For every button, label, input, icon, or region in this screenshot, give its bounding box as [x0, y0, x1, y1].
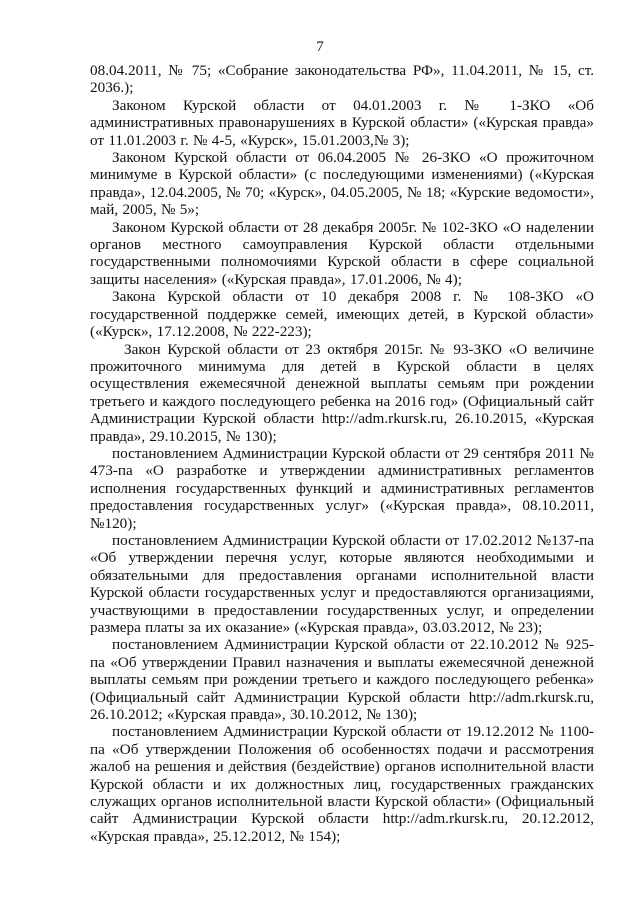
paragraph-resolution-137: постановлением Администрации Курской области от 17.02.2012 №137-па «Об утверждении перечня услуг, которые являются необходимыми и обязательными для предоставления органами исполнительной власти Курской области государственных услуг и предоставляются организациями, участвующими в предоставлении государственных услуг, и определении размера платы за их оказание» («Курская правда», 03.03.2012, № 23); — [90, 531, 594, 636]
paragraph-law-108-zko: Закона Курской области от 10 декабря 2008 г. № 108-ЗКО «О государственной поддержке семей, имеющих детей, в Курской области» («Курск», 17.12.2008, № 222-223); — [90, 288, 594, 341]
paragraph-resolution-925: постановлением Администрации Курской области от 22.10.2012 № 925-па «Об утверждении Правил назначения и выплаты ежемесячной денежной выплаты семьям при рождении третьего и каждого последующего ребенка» (Официальный сайт Администрации Курской области http://adm.rkursk.ru, 26.10.2012; «Курская правда», 30.10.2012, № 130); — [90, 636, 594, 724]
paragraph-law-93-zko: Закон Курской области от 23 октября 2015г. № 93-ЗКО «О величине прожиточного минимума для детей в Курской области в целях осуществления ежемесячной денежной выплаты семьям при рождении третьего и каждого последующего ребенка на 2016 год» (Официальный сайт Администрации Курской области http://adm.rkursk.ru, 26.10.2015, «Курская правда», 29.10.2015, № 130); — [90, 340, 594, 445]
document-body — [90, 62, 594, 845]
paragraph-resolution-473: постановлением Администрации Курской области от 29 сентября 2011 № 473-па «О разработке и утверждении административных регламентов исполнения государственных функций и административных регламентов предоставления государственных услуг» («Курская правда», 08.10.2011, №120); — [90, 444, 594, 532]
paragraph-law-102-zko: Законом Курской области от 28 декабря 2005г. № 102-ЗКО «О наделении органов местного самоуправления Курской области отдельными государственными полномочиями Курской области в сфере социальной защиты населения» («Курская правда», 17.01.2006, № 4); — [90, 218, 594, 288]
page-number: 7 — [316, 39, 324, 55]
paragraph-law-26-zko: Законом Курской области от 06.04.2005 № 26-ЗКО «О прожиточном минимуме в Курской области» (с последующими изменениями) («Курская правда», 12.04.2005, № 70; «Курск», 04.05.2005, № 18; «Курские ведомости», май, 2005, № 5»; — [90, 149, 594, 219]
paragraph-continuation: 08.04.2011, № 75; «Собрание законодательства РФ», 11.04.2011, № 15, ст. 2036.); — [90, 62, 594, 97]
paragraph-resolution-1100: постановлением Администрации Курской области от 19.12.2012 № 1100-па «Об утверждении Положения об особенностях подачи и рассмотрения жалоб на решения и действия (бездействие) органов исполнительной власти Курской области и их должностных лиц, государственных гражданских служащих органов исполнительной власти Курской области» (Официальный сайт Администрации Курской области http://adm.rkursk.ru, 20.12.2012, «Курская правда», 25.12.2012, № 154); — [90, 723, 594, 845]
paragraph-law-1-zko: Законом Курской области от 04.01.2003 г. № 1-ЗКО «Об административных правонарушениях в Курской области» («Курская правда» от 11.01.2003 г. № 4-5, «Курск», 15.01.2003,№ 3); — [90, 96, 594, 149]
